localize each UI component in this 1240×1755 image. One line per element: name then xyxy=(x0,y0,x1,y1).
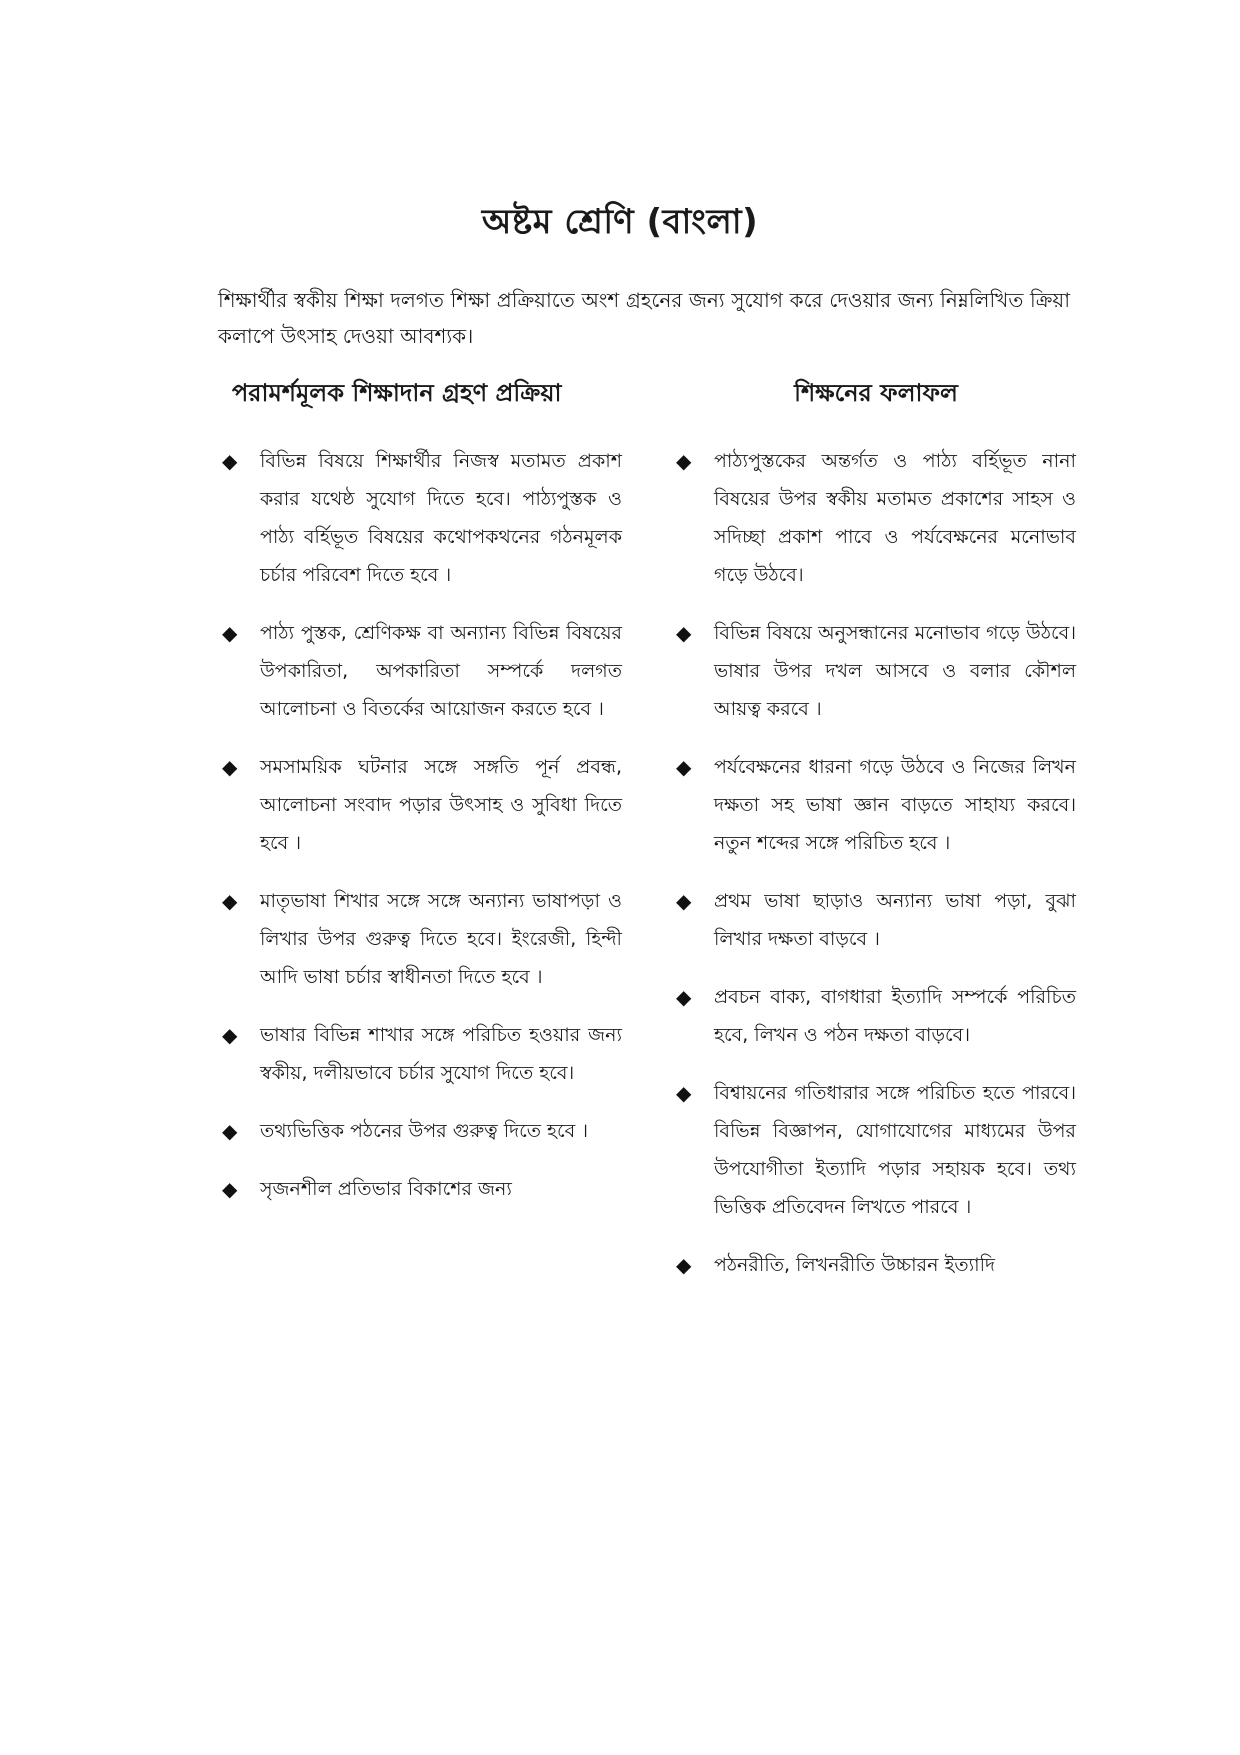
diamond-bullet-icon: ◆ xyxy=(676,755,692,779)
right-column-heading: শিক্ষনের ফলাফল xyxy=(794,379,958,407)
left-column-heading: পরামর্শমূলক শিক্ষাদান গ্রহণ প্রক্রিয়া xyxy=(232,379,562,407)
diamond-bullet-icon: ◆ xyxy=(222,755,238,779)
list-item xyxy=(676,978,1076,1054)
intro-paragraph: শিক্ষার্থীর স্বকীয় শিক্ষা দলগত শিক্ষা প্রক্রিয়াতে অংশ গ্রহনের জন্য সুযোগ করে দেওয়ার জন্য নিম্নলিখিত ক্রিয়া কলাপে উৎসাহ দেওয়া আবশ্যক। xyxy=(218,288,1070,348)
list-item-text: পাঠ্যপুস্তকের অন্তর্গত ও পাঠ্য বর্হিভূত নানা বিষয়ের উপর স্বকীয় মতামত প্রকাশের সাহস ও সদিচ্ছা প্রকাশ পাবে ও পর্যবেক্ষনের মনোভাব গড়ে উঠবে। xyxy=(714,450,1076,586)
list-item xyxy=(676,1246,1076,1284)
diamond-bullet-icon: ◆ xyxy=(676,1081,692,1105)
diamond-bullet-icon: ◆ xyxy=(676,1253,692,1277)
list-item-text: মাতৃভাষা শিখার সঙ্গে সঙ্গে অন্যান্য ভাষাপড়া ও লিখার উপর গুরুত্ব দিতে হবে। ইংরেজী, হিন্দী আদি ভাষা চর্চার স্বাধীনতা দিতে হবে । xyxy=(260,890,622,988)
list-item-text: তথ্যভিত্তিক পঠনের উপর গুরুত্ব দিতে হবে । xyxy=(260,1120,589,1142)
left-list xyxy=(222,442,622,1208)
list-item-text: বিশ্বায়নের গতিধারার সঙ্গে পরিচিত হতে পারবে। বিভিন্ন বিজ্ঞাপন, যোগাযোগের মাধ্যমের উপর উপযোগীতা ইত্যাদি পড়ার সহায়ক হবে। তথ্য ভিত্তিক প্রতিবেদন লিখতে পারবে । xyxy=(714,1082,1076,1218)
left-column xyxy=(222,376,622,1228)
diamond-bullet-icon: ◆ xyxy=(222,621,238,645)
list-item xyxy=(222,748,622,862)
page-title: অষ্টম শ্রেণি (বাংলা) xyxy=(481,202,759,242)
list-item xyxy=(676,442,1076,594)
list-item-text: প্রথম ভাষা ছাড়াও অন্যান্য ভাষা পড়া, বুঝা লিখার দক্ষতা বাড়বে । xyxy=(714,890,1076,950)
diamond-bullet-icon: ◆ xyxy=(676,889,692,913)
list-item-text: পর্যবেক্ষনের ধারনা গড়ে উঠবে ও নিজের লিখন দক্ষতা সহ ভাষা জ্ঞান বাড়তে সাহায্য করবে। নতুন শব্দের সঙ্গে পরিচিত হবে । xyxy=(714,756,1076,854)
right-column xyxy=(676,376,1076,1304)
diamond-bullet-icon: ◆ xyxy=(676,449,692,473)
list-item-text: প্রবচন বাক্য, বাগধারা ইত্যাদি সম্পর্কে পরিচিত হবে, লিখন ও পঠন দক্ষতা বাড়বে। xyxy=(714,986,1076,1046)
list-item-text: সৃজনশীল প্রতিভার বিকাশের জন্য xyxy=(260,1178,512,1200)
list-item xyxy=(222,1170,622,1208)
diamond-bullet-icon: ◆ xyxy=(222,1023,238,1047)
list-item xyxy=(676,614,1076,728)
list-item-text: ভাষার বিভিন্ন শাখার সঙ্গে পরিচিত হওয়ার জন্য স্বকীয়, দলীয়ভাবে চর্চার সুযোগ দিতে হবে। xyxy=(260,1024,622,1084)
list-item xyxy=(676,1074,1076,1226)
right-list xyxy=(676,442,1076,1284)
list-item xyxy=(222,1112,622,1150)
diamond-bullet-icon: ◆ xyxy=(222,889,238,913)
list-item xyxy=(222,1016,622,1092)
list-item xyxy=(222,882,622,996)
list-item-text: পঠনরীতি, লিখনরীতি উচ্চারন ইত্যাদি xyxy=(714,1254,996,1276)
list-item xyxy=(676,748,1076,862)
diamond-bullet-icon: ◆ xyxy=(676,985,692,1009)
diamond-bullet-icon: ◆ xyxy=(222,449,238,473)
list-item xyxy=(222,614,622,728)
diamond-bullet-icon: ◆ xyxy=(676,621,692,645)
list-item-text: বিভিন্ন বিষয়ে শিক্ষার্থীর নিজস্ব মতামত প্রকাশ করার যথেষ্ঠ সুযোগ দিতে হবে। পাঠ্যপুস্তক ও পাঠ্য বর্হিভূত বিষয়ের কথোপকথনের গঠনমূলক চর্চার পরিবেশ দিতে হবে । xyxy=(260,450,622,586)
diamond-bullet-icon: ◆ xyxy=(222,1177,238,1201)
list-item xyxy=(676,882,1076,958)
list-item xyxy=(222,442,622,594)
list-item-text: সমসাময়িক ঘটনার সঙ্গে সঙ্গতি পূর্ন প্রবন্ধ, আলোচনা সংবাদ পড়ার উৎসাহ ও সুবিধা দিতে হবে । xyxy=(260,756,622,854)
list-item-text: পাঠ্য পুস্তক, শ্রেণিকক্ষ বা অন্যান্য বিভিন্ন বিষয়ের উপকারিতা, অপকারিতা সম্পর্কে দলগত আলোচনা ও বিতর্কের আয়োজন করতে হবে । xyxy=(260,622,622,720)
list-item-text: বিভিন্ন বিষয়ে অনুসন্ধানের মনোভাব গড়ে উঠবে। ভাষার উপর দখল আসবে ও বলার কৌশল আয়ত্ব করবে । xyxy=(714,622,1076,720)
diamond-bullet-icon: ◆ xyxy=(222,1119,238,1143)
